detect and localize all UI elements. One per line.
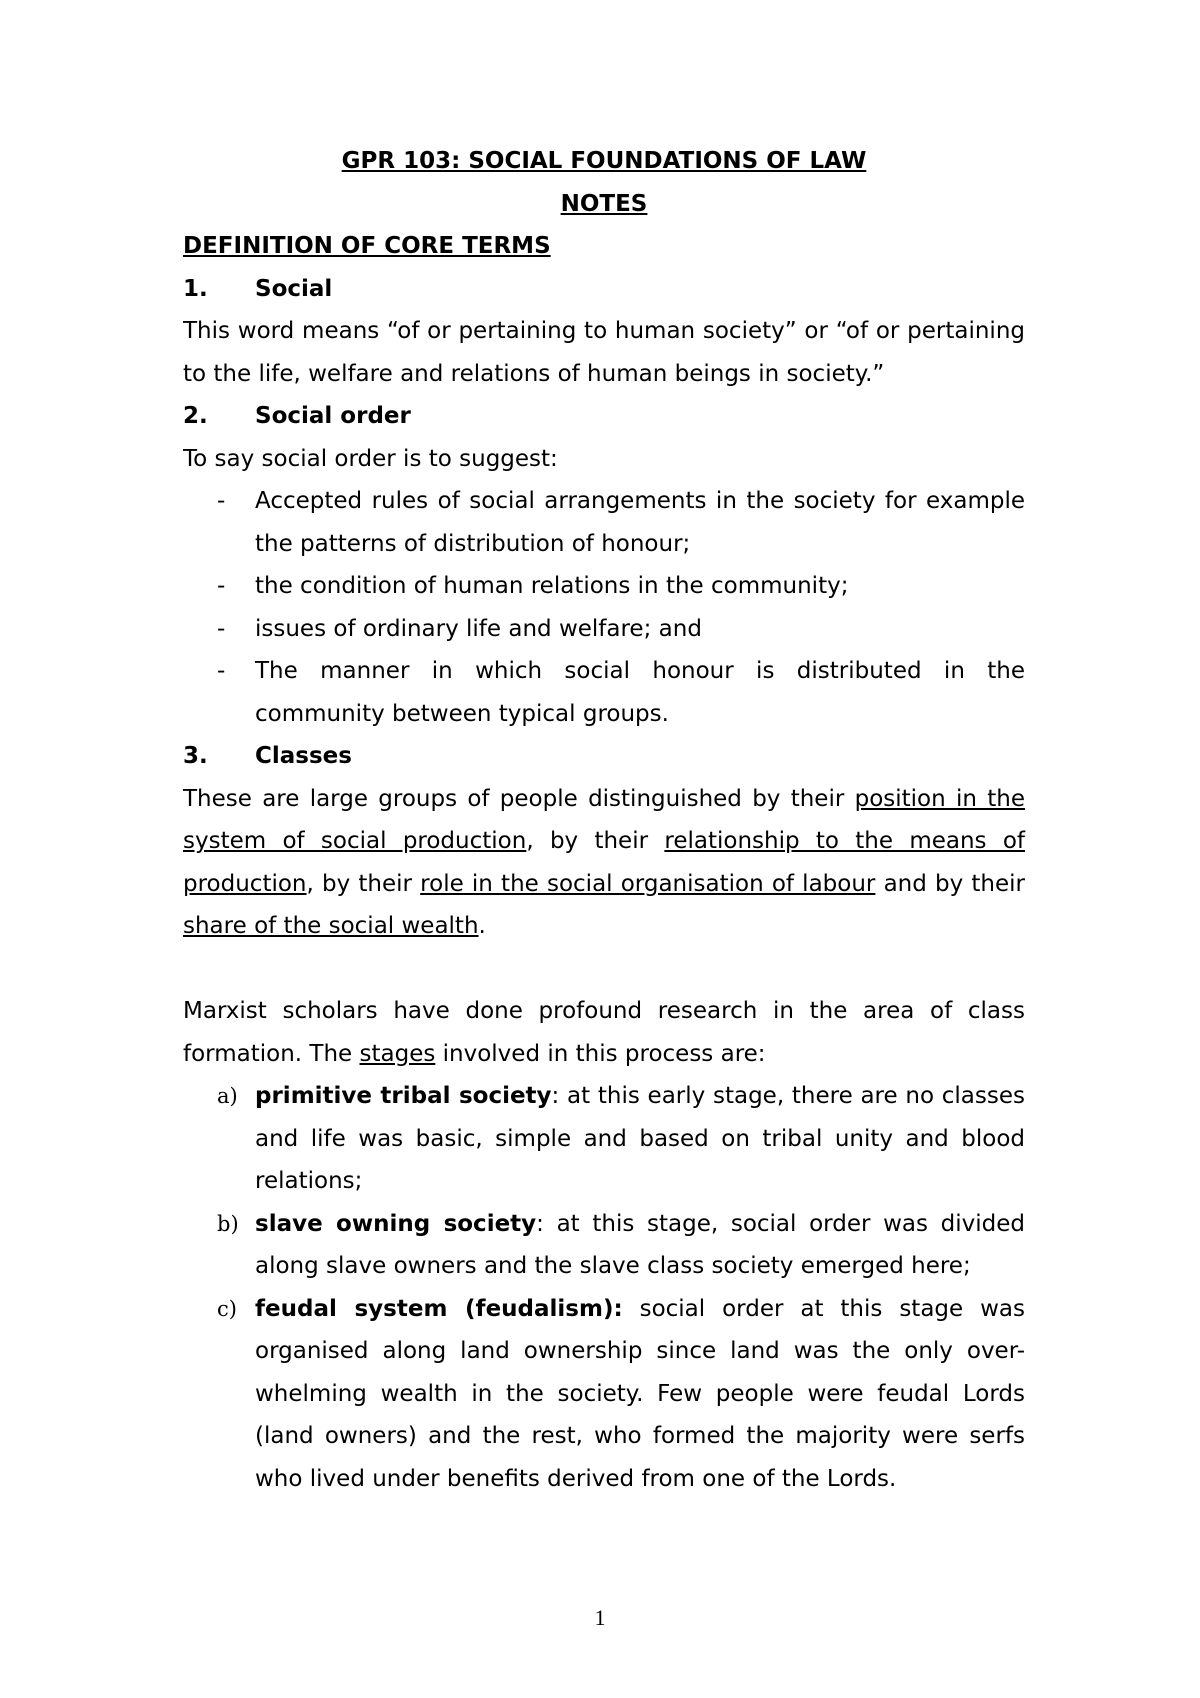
document-page [183, 140, 1025, 1500]
social-order-list [183, 480, 1025, 735]
underlined-phrase: role in the social organisation of labour [420, 870, 876, 897]
underlined-phrase: share of the social wealth [183, 913, 479, 939]
list-item [183, 1075, 1025, 1203]
term-body-classes: These are large groups of people distinguished by their position in the system of social production, by their relationship to the means of production, by their role in the social organisation of labour and by their share of the social wealth. [183, 785, 1026, 939]
dash-marker: - [217, 488, 226, 514]
dash-marker: - [217, 658, 226, 684]
stage-term: feudal system (feudalism): [255, 1295, 623, 1322]
list-item-text: the condition of human relations in the community; [255, 573, 849, 599]
underlined-phrase: stages [359, 1040, 436, 1067]
term-title: Social order [255, 403, 411, 429]
list-item-text: The manner in which social honour is distributed in the community between typical groups. [255, 658, 1025, 727]
list-item [183, 565, 1025, 608]
stage-term: slave owning society [255, 1210, 537, 1237]
stage-term: primitive tribal society [255, 1083, 552, 1109]
term-intro-social-order: To say social order is to suggest: [183, 445, 558, 472]
list-marker: c) [217, 1296, 237, 1321]
stage-text: : at this early stage, there are no classes and life was basic, simple and based on tribal unity and blood relations; [255, 1083, 1025, 1194]
list-item [183, 1203, 1025, 1288]
list-item [183, 608, 1025, 651]
term-heading-classes [183, 735, 1025, 778]
dash-marker: - [217, 573, 226, 599]
list-item [183, 1288, 1025, 1501]
term-number: 2. [183, 403, 208, 429]
dash-marker: - [217, 615, 226, 642]
stage-text: social order at this stage was organised along land ownership since land was the only over-whelming wealth in the society. Few people were feudal Lords (land owners) and the rest, who formed the majority were serfs who lived under benefits derived from one of the Lords. [255, 1295, 1025, 1492]
paragraph-spacer [183, 948, 1025, 991]
term-heading-social [183, 268, 1025, 311]
list-marker: b) [217, 1211, 239, 1236]
page-number: 1 [594, 1605, 606, 1630]
marxist-paragraph: Marxist scholars have done profound research in the area of class formation. The stages involved in this process are: [183, 998, 1025, 1067]
list-item-text: issues of ordinary life and welfare; and [255, 615, 702, 642]
document-title: GPR 103: SOCIAL FOUNDATIONS OF LAW [341, 148, 867, 174]
term-title: Social [255, 275, 333, 302]
list-item [183, 650, 1025, 735]
section-heading: DEFINITION OF CORE TERMS [183, 233, 551, 259]
underlined-phrase: relationship to the means of production [183, 828, 1026, 897]
term-title: Classes [255, 743, 352, 769]
term-number: 3. [183, 743, 208, 769]
underlined-phrase: position in the system of social production [183, 785, 1025, 854]
list-item-text: Accepted rules of social arrangements in the society for example the patterns of distribution of honour; [255, 488, 1025, 557]
term-number: 1. [183, 275, 208, 302]
list-marker: a) [217, 1084, 238, 1108]
document-subtitle: NOTES [560, 190, 648, 217]
term-heading-social-order [183, 395, 1025, 438]
stages-list [183, 1075, 1025, 1500]
list-item [183, 480, 1025, 565]
stage-text: : at this stage, social order was divided along slave owners and the slave class society emerged here; [255, 1210, 1025, 1279]
term-body-social: This word means “of or pertaining to human society” or “of or pertaining to the life, welfare and relations of human beings in society.” [183, 318, 1025, 387]
